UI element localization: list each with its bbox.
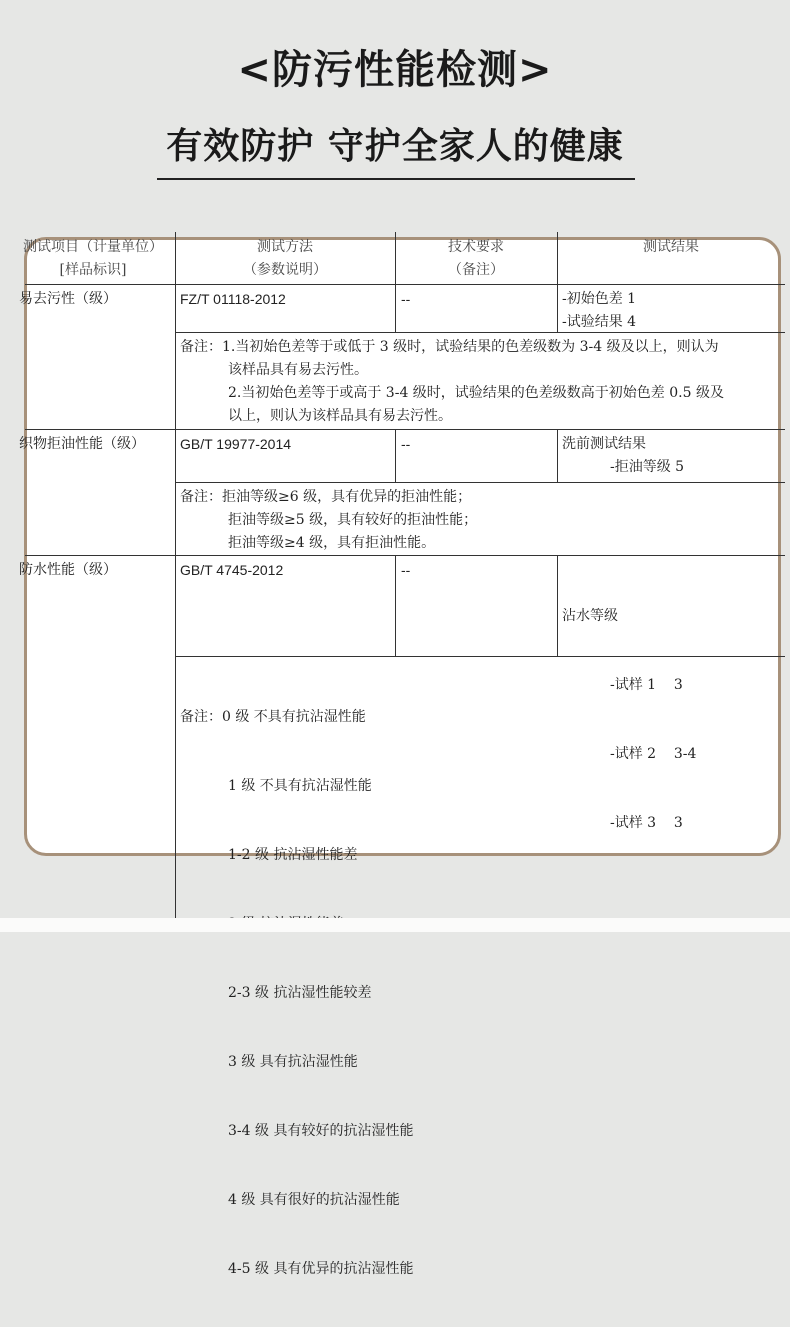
row-requirement: -- (401, 436, 411, 452)
header-cell-method: 测试方法 （参数说明） (243, 239, 327, 278)
header-cell-result: 测试结果 (643, 239, 699, 255)
row-result: -初始色差 1 -试验结果 4 (562, 291, 637, 330)
row-item-water-resistance: 防水性能（级） (19, 562, 117, 578)
row-note: 备注：拒油等级≥6 级，具有优异的拒油性能； 拒油等级≥5 级，具有较好的拒油性能； 拒油等级≥4 级，具有拒油性能。 (180, 489, 478, 551)
row-note: 备注：0 级 不具有抗沾湿性能 1 级 不具有抗沾湿性能 1-2 级 抗沾湿性能差 2-3 级 抗沾湿性能较差 3 级 具有抗沾湿性能 3-4 级 具有较好的抗沾湿性能 4 级 具有很好的抗沾湿性能 4-5 级 具有优异的抗沾湿性能 (180, 709, 414, 1277)
table-header-divider (25, 284, 785, 285)
table-row-divider (175, 332, 785, 333)
row-result: 洗前测试结果 -拒油等级 5 (562, 436, 685, 475)
report-table-viewport (19, 239, 778, 1277)
test-report-card (19, 237, 781, 1277)
row-requirement: -- (401, 291, 411, 307)
table-column-divider (557, 555, 558, 656)
row-method: FZ/T 01118-2012 (180, 291, 286, 307)
row-method: GB/T 4745-2012 (180, 562, 284, 578)
row-note: 备注：1.当初始色差等于或低于 3 级时，试验结果的色差级数为 3-4 级及以上，则认为 该样品具有易去污性。 2.当初始色差等于或高于 3-4 级时，试验结果的色差级数高于初始色差 0.5 级及 以上，则认为该样品具有易去污性。 (180, 339, 724, 424)
table-row-divider (25, 555, 785, 556)
row-item-oil-repellency: 织物拒油性能（级） (19, 436, 145, 452)
row-item-stain-release: 易去污性（级） (19, 291, 117, 307)
table-row-divider (175, 482, 785, 483)
header-cell-item: 测试项目（计量单位） [样品标识] (23, 239, 163, 278)
row-result: 沾水等级 -试样 1 3 -试样 2 3-4 -试样 3 3 (562, 608, 697, 831)
row-requirement: -- (401, 562, 411, 578)
header-cell-requirement: 技术要求 （备注） (448, 239, 504, 278)
table-column-divider (395, 555, 396, 656)
title-underline (157, 178, 635, 180)
table-column-divider (557, 429, 558, 482)
page-title: <防污性能检测> (237, 47, 553, 93)
page-subtitle: 有效防护 守护全家人的健康 (166, 126, 624, 167)
table-row-divider (25, 429, 785, 430)
footer-band (0, 918, 790, 932)
table-column-divider (175, 232, 176, 932)
row-method: GB/T 19977-2014 (180, 436, 292, 452)
table-column-divider (395, 429, 396, 482)
